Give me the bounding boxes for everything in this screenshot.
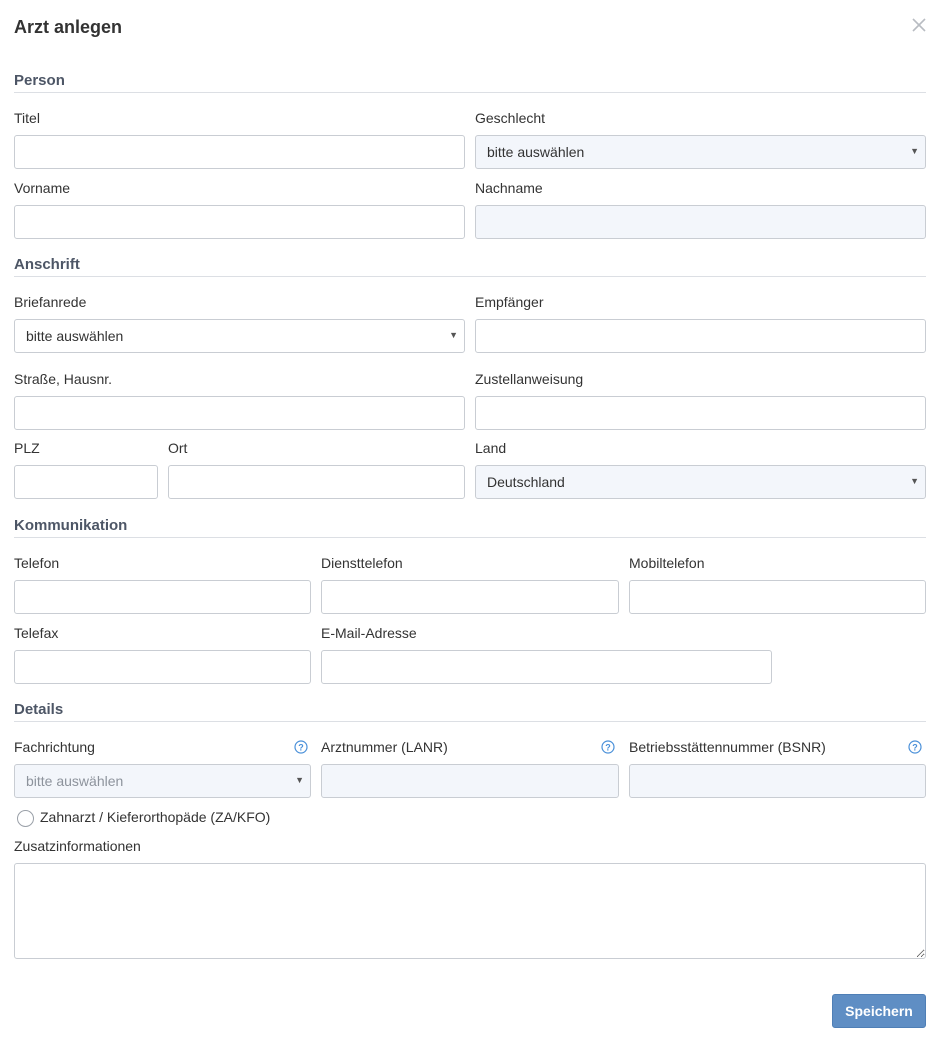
zusatz-label: Zusatzinformationen [14, 838, 141, 854]
mobiltelefon-field[interactable] [629, 580, 926, 614]
strasse-field[interactable] [14, 396, 465, 430]
section-title: Kommunikation [14, 517, 128, 534]
telefon-field[interactable] [14, 580, 311, 614]
fachrichtung-label: Fachrichtung [14, 739, 95, 755]
plz-label: PLZ [14, 440, 40, 456]
empfaenger-label: Empfänger [475, 294, 544, 310]
svg-text:?: ? [298, 742, 304, 753]
lanr-field[interactable] [321, 764, 619, 798]
zustellanweisung-label: Zustellanweisung [475, 371, 584, 387]
help-circle-icon[interactable] [908, 740, 922, 754]
bsnr-field[interactable] [629, 764, 926, 798]
ort-label: Ort [168, 440, 188, 456]
section-anschrift [14, 256, 926, 277]
diensttelefon-label: Diensttelefon [321, 555, 403, 571]
nachname-field[interactable] [475, 205, 926, 239]
lanr-input[interactable] [322, 765, 618, 797]
email-field[interactable] [321, 650, 772, 684]
section-details [14, 701, 926, 722]
briefanrede-selected: bitte auswählen [26, 328, 124, 344]
close-icon[interactable] [909, 15, 929, 35]
nachname-input[interactable] [476, 206, 925, 238]
geschlecht-selected: bitte auswählen [487, 144, 585, 160]
zusatz-textarea[interactable] [15, 864, 925, 958]
section-title: Details [14, 701, 64, 718]
ort-field[interactable] [168, 465, 465, 499]
section-title: Anschrift [14, 256, 80, 273]
save-button[interactable]: Speichern [832, 994, 926, 1028]
geschlecht-select[interactable] [475, 135, 926, 169]
zahnarzt-radio[interactable] [17, 810, 34, 827]
vorname-field[interactable] [14, 205, 465, 239]
geschlecht-label: Geschlecht [475, 110, 546, 126]
section-title: Person [14, 72, 65, 89]
bsnr-input[interactable] [630, 765, 925, 797]
zahnarzt-label[interactable]: Zahnarzt / Kieferorthopäde (ZA/KFO) [40, 809, 271, 825]
strasse-input[interactable] [15, 397, 464, 429]
modal-title: Arzt anlegen [14, 17, 123, 37]
strasse-label: Straße, Hausnr. [14, 371, 113, 387]
titel-input[interactable] [15, 136, 464, 168]
lanr-label: Arztnummer (LANR) [321, 739, 448, 755]
briefanrede-select[interactable] [14, 319, 465, 353]
plz-field[interactable] [14, 465, 158, 499]
zustellanweisung-field[interactable] [475, 396, 926, 430]
caret-down-icon: ▼ [449, 330, 458, 340]
diensttelefon-input[interactable] [322, 581, 618, 613]
nachname-label: Nachname [475, 180, 543, 196]
ort-input[interactable] [169, 466, 464, 498]
bsnr-label: Betriebsstättennummer (BSNR) [629, 739, 826, 755]
svg-text:?: ? [912, 742, 918, 753]
vorname-label: Vorname [14, 180, 71, 196]
telefon-input[interactable] [15, 581, 310, 613]
titel-field[interactable] [14, 135, 465, 169]
telefon-label: Telefon [14, 555, 60, 571]
help-circle-icon[interactable] [601, 740, 615, 754]
fachrichtung-select[interactable] [14, 764, 311, 798]
telefax-field[interactable] [14, 650, 311, 684]
mobiltelefon-input[interactable] [630, 581, 925, 613]
email-label: E-Mail-Adresse [321, 625, 417, 641]
section-kommunikation [14, 517, 926, 538]
zustellanweisung-input[interactable] [476, 397, 925, 429]
vorname-input[interactable] [15, 206, 464, 238]
land-select[interactable] [475, 465, 926, 499]
diensttelefon-field[interactable] [321, 580, 619, 614]
briefanrede-label: Briefanrede [14, 294, 87, 310]
help-circle-icon[interactable] [294, 740, 308, 754]
telefax-input[interactable] [15, 651, 310, 683]
land-label: Land [475, 440, 507, 456]
land-selected: Deutschland [487, 474, 565, 490]
telefax-label: Telefax [14, 625, 59, 641]
caret-down-icon: ▼ [910, 146, 919, 156]
empfaenger-field[interactable] [475, 319, 926, 353]
section-person [14, 72, 926, 93]
caret-down-icon: ▼ [910, 476, 919, 486]
fachrichtung-selected: bitte auswählen [26, 773, 124, 789]
empfaenger-input[interactable] [476, 320, 925, 352]
caret-down-icon: ▼ [295, 775, 304, 785]
zusatz-field[interactable] [14, 863, 926, 959]
email-input[interactable] [322, 651, 771, 683]
titel-label: Titel [14, 110, 40, 126]
mobiltelefon-label: Mobiltelefon [629, 555, 705, 571]
plz-input[interactable] [15, 466, 157, 498]
svg-text:?: ? [605, 742, 611, 753]
